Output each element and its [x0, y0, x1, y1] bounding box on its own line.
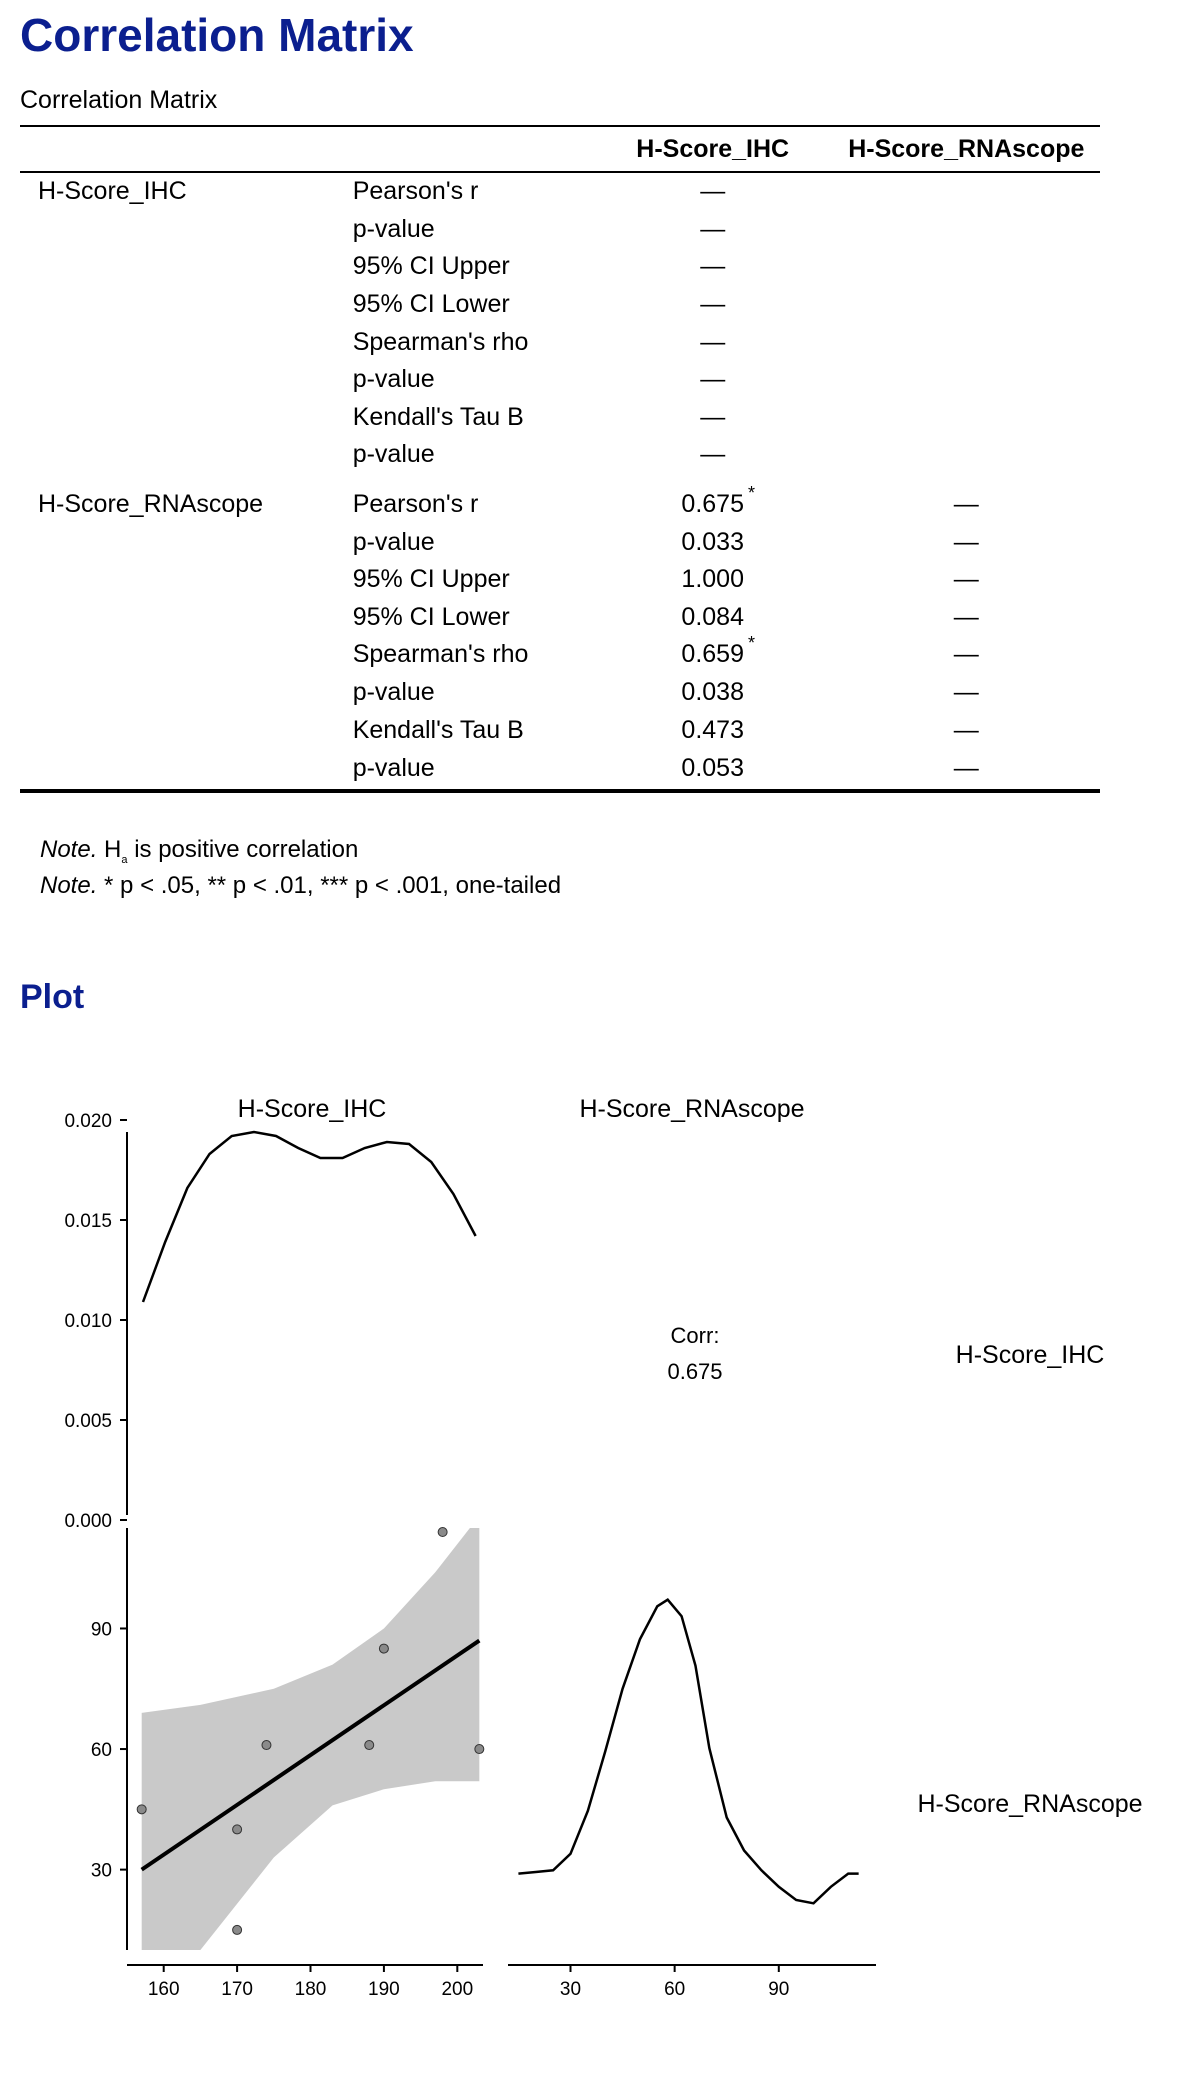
value-cell-rnascope: — [953, 490, 979, 519]
statistic-label: p-value [352, 754, 435, 783]
note-h-symbol: H [104, 836, 122, 863]
scatter-point [475, 1745, 484, 1754]
statistic-label: Spearman's rho [352, 327, 529, 356]
density-rnascope-curve [518, 1600, 858, 1904]
statistic-label: Pearson's r [352, 490, 479, 519]
value-number: — [700, 252, 726, 281]
scatter-point [137, 1805, 146, 1814]
statistic-label: Kendall's Tau B [352, 402, 524, 431]
value-number: 1.000 [681, 565, 744, 594]
x-tick-label: 190 [368, 1979, 400, 2000]
scatter-point [262, 1741, 271, 1750]
variable-label: H-Score_IHC [38, 177, 187, 206]
note-hypothesis-text: is positive correlation [134, 836, 359, 863]
statistic-label: 95% CI Upper [352, 252, 510, 281]
y-tick-label: 0.015 [64, 1211, 112, 1232]
x-tick-label: 90 [768, 1979, 790, 2000]
row-label-ihc: H-Score_IHC [955, 1341, 1105, 1369]
value-cell-rnascope: — [953, 527, 979, 556]
x-tick-label: 30 [559, 1979, 582, 2000]
column-label-ihc: H-Score_IHC [237, 1095, 387, 1123]
column-header-rnascope: H-Score_RNAscope [848, 134, 1085, 163]
value-number: 0.084 [681, 602, 744, 631]
statistic-label: Kendall's Tau B [352, 715, 524, 744]
y-tick-label: 90 [90, 1619, 112, 1641]
value-cell-rnascope: — [953, 754, 979, 783]
statistic-label: p-value [352, 440, 435, 469]
value-number: 0.659 [681, 640, 744, 669]
statistic-label: p-value [352, 365, 435, 394]
y-tick-label: 60 [90, 1740, 112, 1762]
note-label: Note. [40, 836, 98, 863]
confidence-band [142, 1516, 480, 2030]
scatter-point [365, 1741, 374, 1750]
x-tick-label: 170 [221, 1979, 253, 2000]
x-tick-label: 180 [294, 1979, 327, 2000]
value-cell-rnascope: — [953, 640, 979, 669]
statistic-label: 95% CI Lower [352, 602, 510, 631]
value-number: 0.038 [681, 678, 744, 707]
x-tick-label: 60 [664, 1979, 686, 2000]
corr-label: Corr: [670, 1323, 720, 1348]
value-cell-rnascope: — [953, 602, 979, 631]
value-number: 0.033 [681, 527, 744, 556]
value-number: — [700, 290, 726, 319]
statistic-label: 95% CI Upper [352, 565, 510, 594]
y-tick-label: 30 [90, 1860, 112, 1882]
scatter-point [438, 1528, 447, 1537]
scatter-point [233, 1825, 242, 1834]
variable-label: H-Score_RNAscope [38, 490, 264, 519]
value-number: — [700, 402, 726, 431]
y-tick-label: 0.005 [64, 1411, 112, 1432]
statistic-label: 95% CI Lower [352, 290, 510, 319]
note-label: Note. [40, 872, 98, 899]
scatter-point [379, 1644, 388, 1653]
statistic-label: Spearman's rho [352, 640, 529, 669]
x-tick-label: 200 [441, 1979, 474, 2000]
statistic-label: p-value [352, 678, 435, 707]
statistic-label: Pearson's r [352, 177, 479, 206]
value-number: 0.473 [681, 715, 744, 744]
plot-section-title: Plot [20, 978, 85, 1016]
y-tick-label: 0.020 [64, 1111, 112, 1132]
value-number: — [700, 177, 726, 206]
corr-value: 0.675 [667, 1359, 723, 1384]
scatter-point [233, 1925, 242, 1934]
statistic-label: p-value [352, 527, 435, 556]
column-header-ihc: H-Score_IHC [636, 134, 790, 163]
value-cell-rnascope: — [953, 565, 979, 594]
value-number: — [700, 327, 726, 356]
y-tick-label: 0.010 [64, 1311, 112, 1332]
value-number: — [700, 440, 726, 469]
column-label-rnascope: H-Score_RNAscope [579, 1095, 805, 1123]
significance-star: * [747, 483, 755, 504]
table-caption: Correlation Matrix [20, 86, 218, 114]
note-h-subscript: a [121, 853, 128, 866]
value-number: 0.675 [681, 490, 744, 519]
value-cell-rnascope: — [953, 715, 979, 744]
x-tick-label: 160 [147, 1979, 180, 2000]
statistic-label: p-value [352, 214, 435, 243]
page-title: Correlation Matrix [20, 9, 414, 61]
y-tick-label: 0.000 [64, 1511, 112, 1532]
note-significance-text: * p < .05, ** p < .01, *** p < .001, one-tailed [104, 872, 562, 899]
value-cell-rnascope: — [953, 678, 979, 707]
density-ihc-curve [143, 1132, 476, 1302]
row-label-rnascope: H-Score_RNAscope [917, 1790, 1143, 1818]
value-number: — [700, 214, 726, 243]
value-number: — [700, 365, 726, 394]
significance-star: * [747, 633, 755, 654]
value-number: 0.053 [681, 754, 744, 783]
